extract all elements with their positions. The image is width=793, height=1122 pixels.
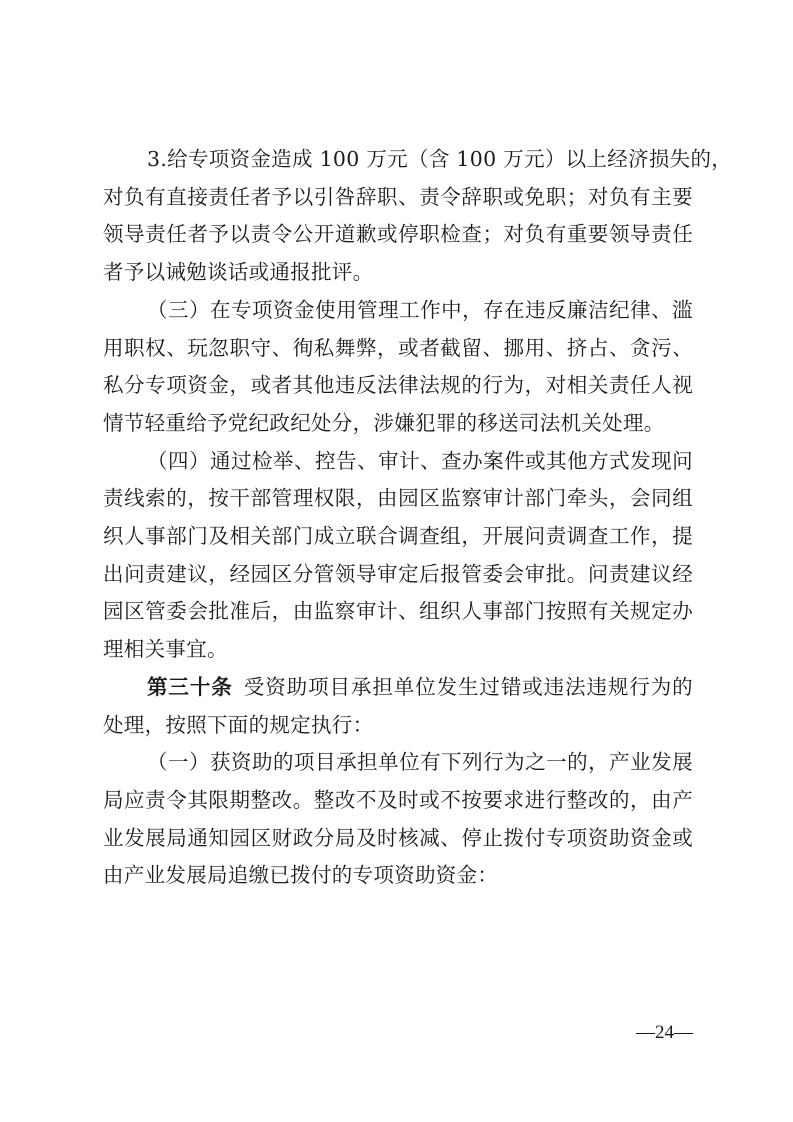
text-line: 理相关事宜。 bbox=[103, 637, 228, 662]
article-heading: 第三十条 bbox=[147, 674, 233, 699]
text-line: （一）获资助的项目承担单位有下列行为之一的，产业发展 bbox=[147, 750, 693, 775]
text-line: 由产业发展局追缴已拨付的专项资助资金： bbox=[103, 863, 499, 888]
text-line: 业发展局通知园区财政分局及时核减、停止拨付专项资助资金或 bbox=[103, 825, 693, 850]
text-line: 责线索的，按干部管理权限，由园区监察审计部门牵头，会同组 bbox=[103, 486, 693, 511]
text-line: 3.给专项资金造成 100 万元（含 100 万元）以上经济损失的， bbox=[147, 147, 733, 171]
text-line: （四）通过检举、控告、审计、查办案件或其他方式发现问 bbox=[147, 448, 693, 473]
paragraph-economic-loss bbox=[103, 141, 733, 292]
text-line: 者予以诫勉谈话或通报批评。 bbox=[103, 260, 374, 285]
page-number: —24— bbox=[636, 1022, 693, 1043]
text-line: 用职权、玩忽职守、徇私舞弊，或者截留、挪用、挤占、贪污、 bbox=[103, 335, 693, 360]
text-line: 出问责建议，经园区分管领导审定后报管委会审批。问责建议经 bbox=[103, 561, 693, 586]
text-line: 局应责令其限期整改。整改不及时或不按要求进行整改的，由产 bbox=[103, 787, 693, 812]
text-line: 处理，按照下面的规定执行： bbox=[103, 712, 374, 737]
text-line bbox=[103, 669, 693, 707]
text-line: 私分专项资金，或者其他违反法律法规的行为，对相关责任人视 bbox=[103, 373, 693, 398]
text-line: 情节轻重给予党纪政纪处分，涉嫌犯罪的移送司法机关处理。 bbox=[103, 410, 665, 435]
text-line: 领导责任者予以责令公开道歉或停职检查；对负有重要领导责任 bbox=[103, 222, 693, 247]
paragraph-article-thirty bbox=[103, 669, 693, 744]
document-body bbox=[103, 141, 733, 895]
text-line: 织人事部门及相关部门成立联合调查组，开展问责调查工作，提 bbox=[103, 524, 693, 549]
text-line: 对负有直接责任者予以引咎辞职、责令辞职或免职；对负有主要 bbox=[103, 184, 693, 209]
paragraph-item-four bbox=[103, 443, 693, 669]
paragraph-item-three bbox=[103, 292, 693, 443]
paragraph-item-one bbox=[103, 744, 693, 895]
article-text: 受资助项目承担单位发生过错或违法违规行为的 bbox=[243, 674, 693, 699]
text-line: 园区管委会批准后，由监察审计、组织人事部门按照有关规定办 bbox=[103, 599, 693, 624]
text-line: （三）在专项资金使用管理工作中，存在违反廉洁纪律、滥 bbox=[147, 297, 693, 322]
